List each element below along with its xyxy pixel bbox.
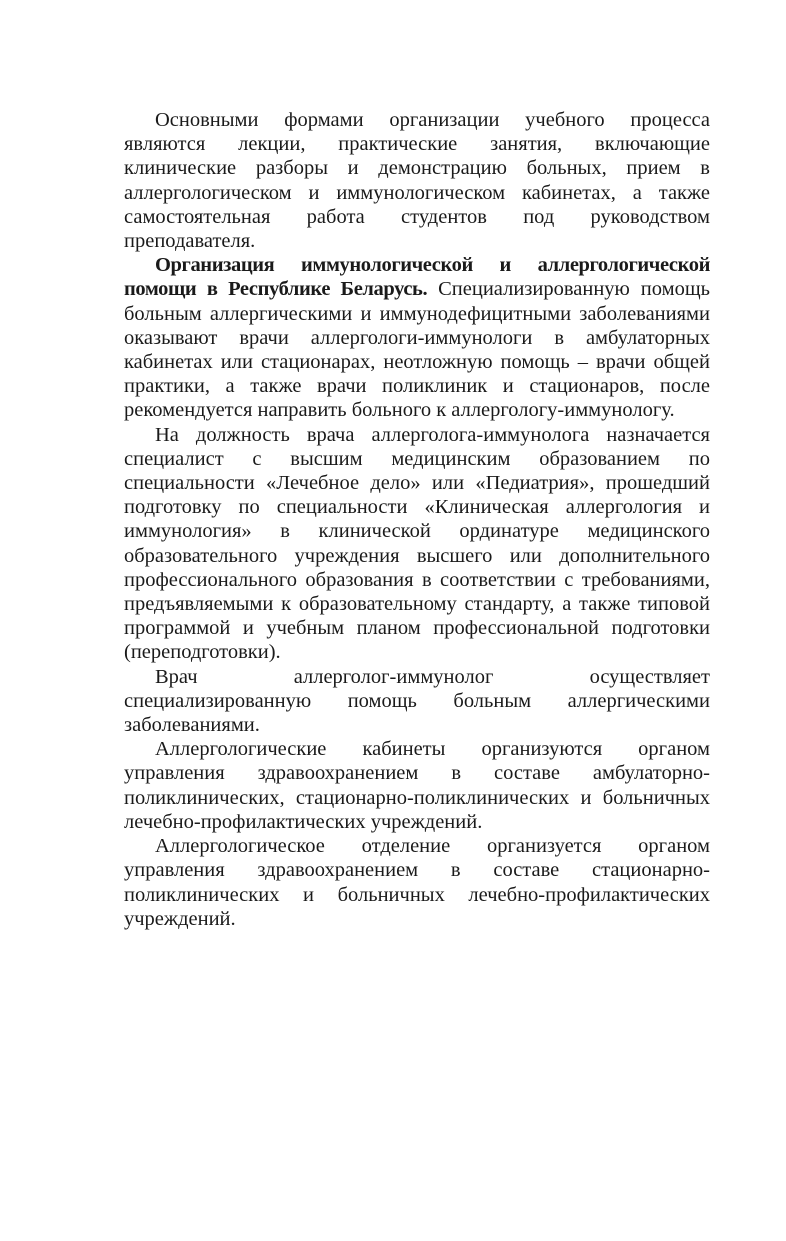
paragraph-allergy-offices <box>124 737 710 834</box>
paragraph-organization-of-care <box>124 253 710 422</box>
paragraph-text: Аллергологическое отделение организуется органом управления здравоохранением в составе стационарно-поликлинических и больничных лечебно-профилактических учреждений. <box>124 835 710 930</box>
paragraph-text: Аллергологические кабинеты организуются органом управления здравоохранением в составе амбулаторно-поликлинических, стационарно-поликлинических и больничных лечебно-профилактических учреждений. <box>124 738 710 833</box>
paragraph-text: Специализированную помощь больным аллергическими и иммунодефицитными заболеваниями оказывают врачи аллергологи-иммунологи в амбулаторных кабинетах или стационарах, неотложную помощь – врачи общей практики, а также врачи поликлиник и стационаров, после рекомендуется направить больного к аллергологу-иммунологу. <box>124 278 710 422</box>
paragraph-text: Основными формами организации учебного процесса являются лекции, практические занятия, включающие клинические разборы и демонстрацию больных, прием в аллергологическом и иммунологическом кабинетах, а также самостоятельная работа студентов под руководством преподавателя. <box>124 109 710 253</box>
section-heading-bold: Организация иммунологической и аллергологической помощи в Республике Беларусь. <box>124 254 710 301</box>
paragraph-position-requirements <box>124 423 710 665</box>
paragraph-text: Врач аллерголог-иммунолог осуществляет специализированную помощь больным аллергическими заболеваниями. <box>124 665 710 737</box>
document-page <box>124 108 710 931</box>
paragraph-allergy-department <box>124 834 710 931</box>
paragraph-doctor-role <box>124 665 710 738</box>
paragraph-teaching-forms <box>124 108 710 253</box>
paragraph-text: На должность врача аллерголога-иммунолога назначается специалист с высшим медицинским образованием по специальности «Лечебное дело» или «Педиатрия», прошедший подготовку по специальности «Клиническая аллергология и иммунология» в клинической ординатуре медицинского образовательного учреждения высшего или дополнительного профессионального образования в соответствии с требованиями, предъявляемыми к образовательному стандарту, а также типовой программой и учебным планом профессиональной подготовки (переподготовки). <box>124 423 710 664</box>
